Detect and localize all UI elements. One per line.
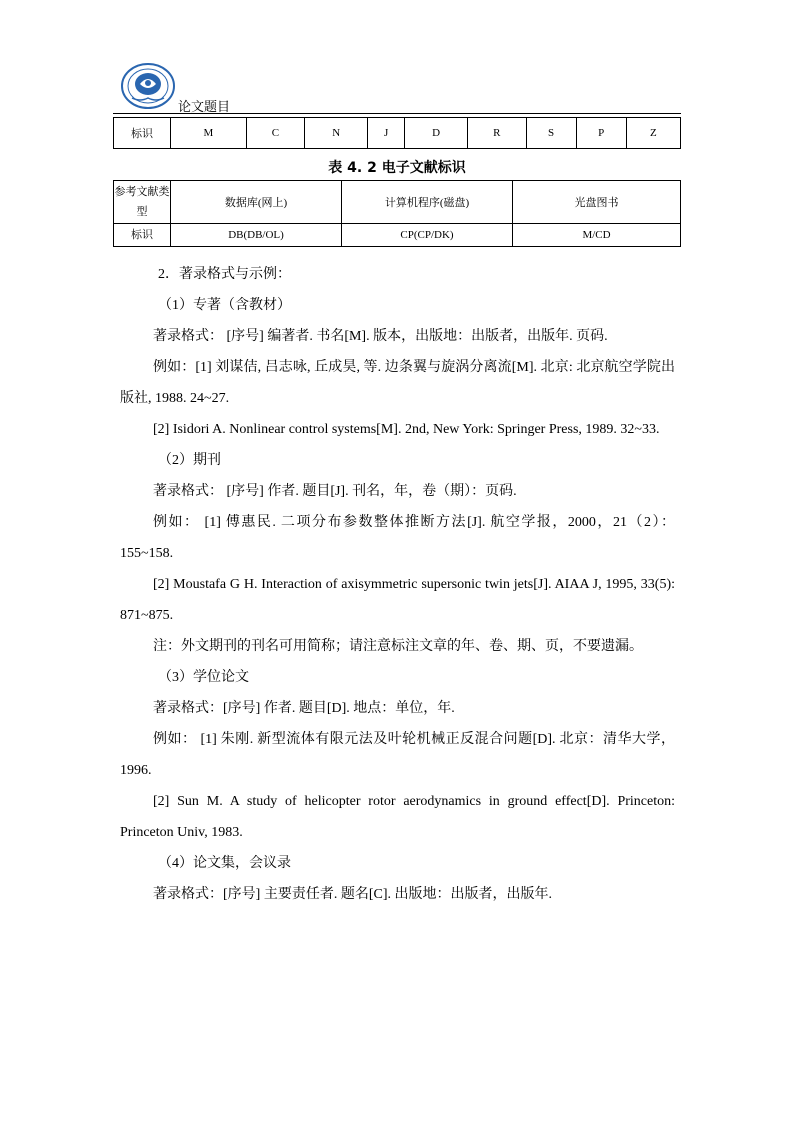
table-cell: 标识 [114,224,171,247]
table-cell: D [405,118,468,149]
table-row [114,118,681,149]
electronic-identifier-table [113,180,681,247]
header-rule [113,113,681,114]
paragraph: 注：外文期刊的刊名可用简称；请注意标注文章的年、卷、期、页，不要遗漏。 [153,639,643,654]
paragraph: 著录格式： [序号] 作者. 题目[J]. 刊名，年，卷（期）：页码. [153,484,517,499]
paragraph: （3）学位论文 [158,670,249,685]
paragraph: 著录格式：[序号] 作者. 题目[D]. 地点：单位，年. [153,701,455,716]
table-caption: 表 4. 2 电子文献标识 [328,160,466,176]
header-title: 论文题目 [178,100,231,115]
table-cell: 光盘图书 [513,181,681,224]
paragraph: 例如：[1] 刘谋佶, 吕志咏, 丘成昊, 等. 边条翼与旋涡分离流[M]. 北京: 北京航空学院出版社, 1988. 24~27. [120,360,675,406]
body-text [120,259,675,910]
table-cell: P [576,118,626,149]
table-cell: M/CD [513,224,681,247]
table-cell: S [526,118,576,149]
paragraph: （2）期刊 [158,453,221,468]
table-row [114,181,681,224]
paragraph: [2] Sun M. A study of helicopter rotor aerodynamics in ground effect[D]. Princeton: Princeton Univ, 1983. [120,794,675,840]
table-cell: CP(CP/DK) [342,224,513,247]
table-cell: J [368,118,405,149]
paragraph: 著录格式：[序号] 主要责任者. 题名[C]. 出版地：出版者，出版年. [153,887,552,902]
table-cell: 参考文献类型 [114,181,171,224]
table-cell: M [171,118,247,149]
table-row [114,224,681,247]
university-logo [120,62,176,110]
table-cell: 计算机程序(磁盘) [342,181,513,224]
table-cell: N [305,118,368,149]
identifier-table [113,117,681,149]
table-cell: Z [626,118,680,149]
paragraph: 著录格式： [序号] 编著者. 书名[M]. 版本，出版地：出版者，出版年. 页码. [153,329,608,344]
paragraph: （1）专著（含教材） [158,298,291,313]
paragraph: （4）论文集，会议录 [158,856,291,871]
table-cell: 数据库(网上) [171,181,342,224]
table-cell: 标识 [114,118,171,149]
paragraph: [2] Isidori A. Nonlinear control systems[M]. 2nd, New York: Springer Press, 1989. 32~33. [153,422,660,437]
paragraph: 例如： [1] 傅惠民. 二项分布参数整体推断方法[J]. 航空学报，2000，21（2）：155~158. [120,515,675,561]
table-cell: C [246,118,305,149]
paragraph: [2] Moustafa G H. Interaction of axisymmetric supersonic twin jets[J]. AIAA J, 1995, 33(5): 871~875. [120,577,675,623]
table-cell: DB(DB/OL) [171,224,342,247]
paragraph: 例如： [1] 朱刚. 新型流体有限元法及叶轮机械正反混合问题[D]. 北京：清华大学，1996. [120,732,675,778]
paragraph: 2．著录格式与示例： [158,267,291,282]
table-cell: R [468,118,527,149]
